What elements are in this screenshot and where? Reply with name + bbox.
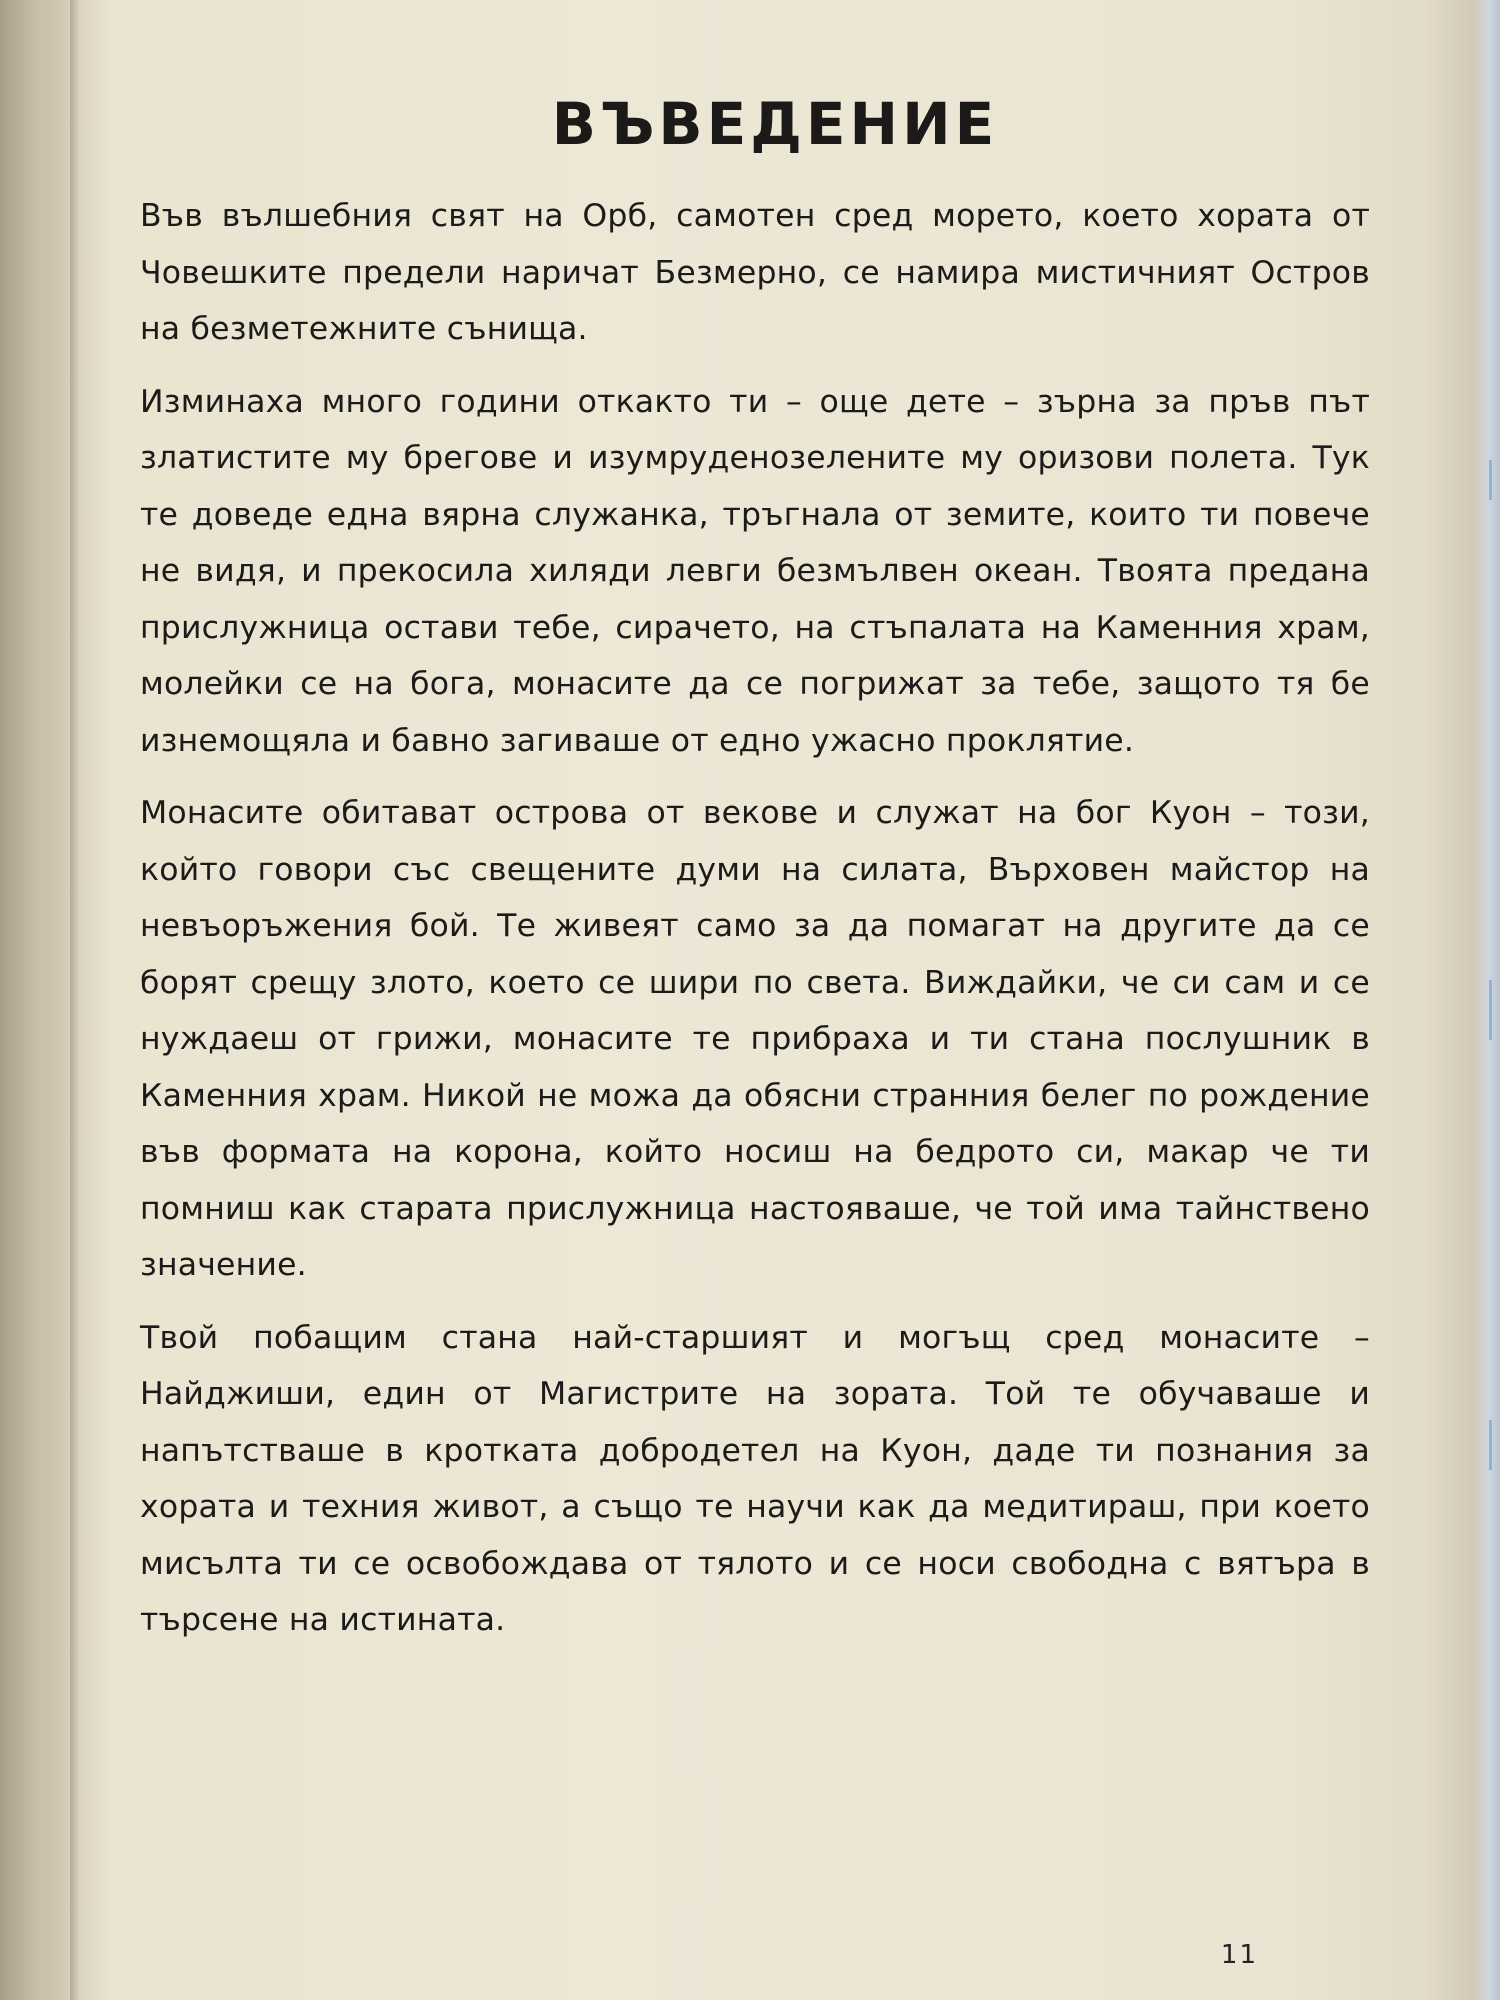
- gutter-shadow: [0, 0, 110, 2000]
- chapter-title: ВЪВЕДЕНИЕ: [551, 90, 999, 158]
- paragraph-3: Монасите обитават острова от векове и служат на бог Куон – този, който говори със свещените думи на силата, Върховен майстор на невъоръжения бой. Те живеят само за да помагат на другите да се борят срещу злото, което се шири по света. Виждайки, че си сам и се нуждаеш от грижи, монасите те прибраха и ти стана послушник в Каменния храм. Никой не можа да обясни странния белег по рождение във формата на корона, който носиш на бедрото си, макар че ти помниш как старата прислужница настояваше, че той има тайнствено значение.: [140, 795, 1370, 1283]
- paragraph-4: Твой побащим стана най-старшият и могъщ сред монасите – Найджиши, един от Магистрите на зората. Той те обучаваше и напътстваше в кротката добродетел на Куон, даде ти познания за хората и техния живот, а също те научи как да медитираш, при което мисълта ти се освобождава от тялото и се носи свободна с вятъра в търсене на истината.: [140, 1319, 1370, 1638]
- paragraph-1: Във вълшебния свят на Орб, самотен сред морето, което хората от Човешките предели наричат Безмерно, се намира мистичният Остров на безметежните сънища.: [140, 198, 1370, 347]
- blue-margin-line: [1489, 460, 1492, 500]
- blue-margin-line: [1489, 1420, 1492, 1470]
- page-number: 11: [1220, 1940, 1258, 1970]
- page-content: [140, 90, 1370, 1970]
- blue-margin-line: [1489, 980, 1492, 1040]
- right-page-edge: [1472, 0, 1500, 2000]
- paragraph-2: Изминаха много години откакто ти – още дете – зърна за пръв път златистите му брегове и изумруденозелените му оризови полета. Тук те доведе една вярна служанка, тръгнала от земите, които ти повече не видя, и прекосила хиляди левги безмълвен океан. Твоята предана прислужница остави тебе, сирачето, на стъпалата на Каменния храм, молейки се на бога, монасите да се погрижат за тебе, защото тя бе изнемощяла и бавно загиваше от едно ужасно проклятие.: [140, 383, 1370, 759]
- page-edge: [70, 0, 80, 2000]
